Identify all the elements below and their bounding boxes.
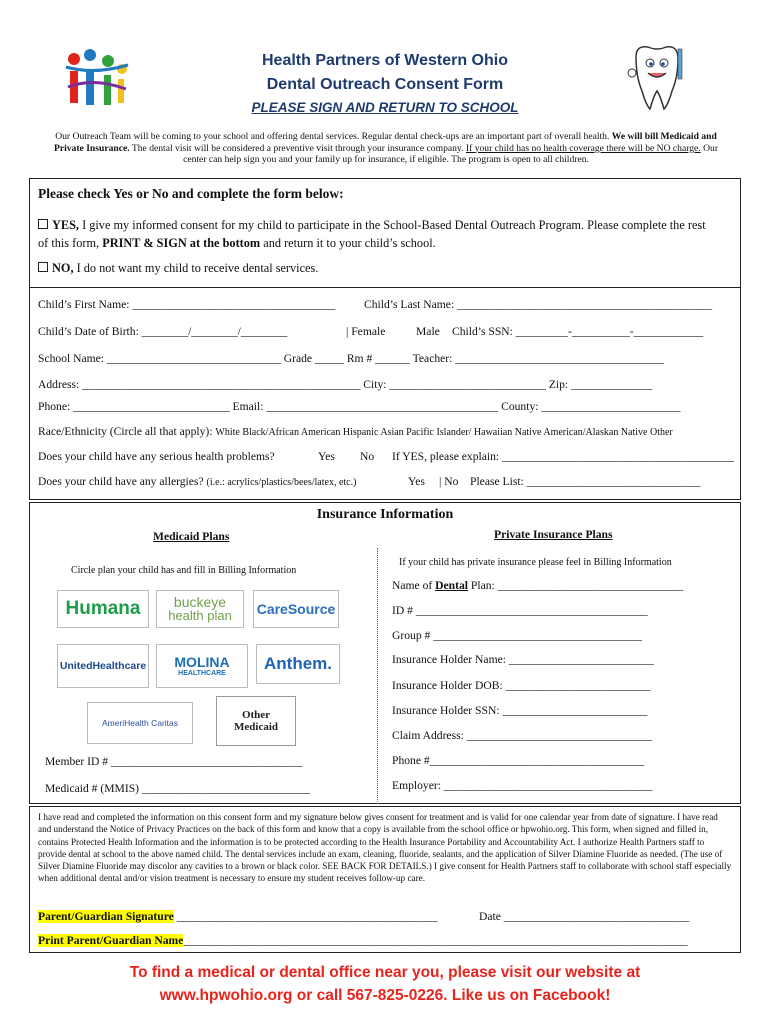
divider — [29, 287, 741, 288]
buckeye-text: buckeye — [173, 593, 227, 610]
molina-text: MOLINA — [174, 653, 230, 670]
signature-row[interactable] — [38, 910, 438, 923]
allergy-no-label: No — [444, 475, 459, 488]
first-name-field[interactable]: Child’s First Name: ___________________________________ — [38, 298, 336, 311]
allergy-label: Does your child have any allergies? — [38, 475, 204, 488]
unitedhealthcare-logo[interactable]: UnitedHealthcare — [57, 644, 149, 688]
anthem-logo[interactable]: Anthem. — [256, 644, 340, 684]
yes-label: YES, — [52, 218, 79, 232]
health-explain[interactable]: If YES, please explain: ________________________________________ — [392, 450, 734, 463]
health-question: Does your child have any serious health problems? — [38, 450, 275, 463]
employer-field[interactable]: Employer: ____________________________________ — [392, 779, 653, 792]
consent-heading: Please check Yes or No and complete the form below: — [38, 186, 344, 201]
medicaid-label: Medicaid — [234, 721, 278, 733]
buckeye-health-plan-text: health plan — [168, 607, 232, 623]
org-title: Health Partners of Western Ohio — [262, 52, 508, 69]
insurance-divider — [377, 548, 378, 804]
allergy-no[interactable]: | No — [439, 475, 459, 488]
molina-logo[interactable] — [156, 644, 248, 688]
medicaid-title: Medicaid Plans — [153, 530, 230, 543]
dob-field[interactable]: Child’s Date of Birth: ________/________/________ — [38, 325, 288, 338]
dental-plan-field[interactable] — [392, 579, 683, 592]
private-title: Private Insurance Plans — [494, 528, 613, 541]
member-id-field[interactable]: Member ID # _________________________________ — [45, 755, 303, 768]
female-option[interactable]: | Female — [346, 325, 386, 338]
dental-plan-post: Plan: ________________________________ — [470, 579, 684, 592]
race-options[interactable]: White Black/African American Hispanic Asian Pacific Islander/ Hawaiian Native American/Alaskan Native Other — [215, 427, 673, 438]
insurance-title: Insurance Information — [316, 507, 454, 522]
claim-address-field[interactable]: Claim Address: ________________________________ — [392, 729, 653, 742]
yes-bold: PRINT & SIGN at the bottom — [102, 236, 261, 250]
group-field[interactable]: Group # ____________________________________ — [392, 629, 642, 642]
yes-tail: and return it to your child’s school. — [263, 236, 436, 250]
race-label: Race/Ethnicity (Circle all that apply): — [38, 425, 213, 438]
yes-checkbox[interactable] — [38, 219, 48, 229]
allergy-example: (i.e.: acrylics/plastics/bees/latex, etc.) — [206, 477, 357, 488]
form-title: Dental Outreach Consent Form — [266, 76, 504, 93]
other-medicaid-box[interactable] — [216, 696, 296, 746]
intro-text-3: Our center can help sign you and your family up for insurance, if eligible. The program is open to all children. — [183, 142, 719, 165]
footer-line-1: To find a medical or dental office near you, please visit our website at — [129, 964, 641, 981]
dental-plan-word: Dental — [435, 579, 469, 592]
insurance-phone-field[interactable]: Phone #_____________________________________ — [392, 754, 645, 767]
male-option[interactable]: Male — [416, 325, 440, 338]
allergy-list[interactable]: Please List: ______________________________ — [470, 475, 701, 488]
last-name-field[interactable]: Child’s Last Name: ____________________________________________ — [364, 298, 713, 311]
legal-paragraph: I have read and completed the information on this consent form and my signature below gives consent for treatment and is valid for one calendar year from date of signature. I have read and understand the Notice of Privacy Practices on the back of this form and know that a copy is available from the school office or hpwohio.org. This form, when signed and filled in, contains Protected Health Information and the information is to be protected according to the Health Insurance Portability and Accountability Act. I authorize Health Partners staff to provide dental at school to the above named child. The dental services include an exam, cleaning, fluoride, sealants, and the application of Silver Diamine Fluoride as needed. (The use of Silver Diamine Fluoride may discolor any cavities to a brown or black color. SEE BACK FOR DETAILS.) I give consent for Health Partners staff to collaborate with school staff especially when additional dental and/or vision treatment is necessary to ensure my student receives follow-up care. — [38, 812, 732, 884]
allergy-question — [38, 475, 356, 488]
holder-dob-field[interactable]: Insurance Holder DOB: _________________________ — [392, 679, 651, 692]
female-label: Female — [351, 325, 386, 338]
ssn-field[interactable]: Child’s SSN: _________-__________-____________ — [452, 325, 704, 338]
humana-logo[interactable]: Humana — [57, 590, 149, 628]
other-label: Other — [241, 709, 271, 721]
medicaid-number-field[interactable]: Medicaid # (MMIS) _____________________________ — [45, 782, 311, 795]
race-row — [38, 425, 673, 438]
private-insurance-text: If your child has private insurance please feel in Billing Information — [399, 557, 672, 568]
no-consent-option[interactable] — [38, 261, 318, 276]
signature-label: Parent/Guardian Signature — [38, 910, 174, 923]
caresource-logo[interactable]: CareSource — [253, 590, 339, 628]
form-subtitle: PLEASE SIGN AND RETURN TO SCHOOL — [251, 100, 519, 115]
print-name-label: Print Parent/Guardian Name — [38, 934, 184, 947]
holder-name-field[interactable]: Insurance Holder Name: _________________________ — [392, 653, 654, 666]
allergy-yes[interactable]: Yes — [408, 475, 425, 488]
address-row[interactable]: Address: ________________________________________________ City: ___________________________ Zip: ______________ — [38, 378, 653, 391]
intro-underline: If your child has no health coverage there will be NO charge. — [465, 142, 701, 154]
id-field[interactable]: ID # ________________________________________ — [392, 604, 648, 617]
yes-text: I give my informed consent for my child to participate in the School-Based Dental Outreach Program. Please complete the rest of this form, — [38, 218, 706, 250]
dental-plan-pre: Name of — [392, 579, 433, 592]
intro-text-2: The dental visit will be considered a preventive visit through your insurance company. — [131, 142, 464, 154]
health-yes[interactable]: Yes — [318, 450, 335, 463]
print-name-line[interactable]: _______________________________________________________________________________________ — [183, 934, 688, 947]
no-text: I do not want my child to receive dental services. — [76, 261, 319, 275]
signature-line[interactable]: _____________________________________________ — [176, 910, 438, 923]
no-checkbox[interactable] — [38, 262, 48, 272]
date-field[interactable]: Date ________________________________ — [479, 910, 690, 923]
amerihealth-caritas-logo[interactable]: AmeriHealth Caritas — [87, 702, 193, 744]
footer-line-2[interactable]: www.hpwohio.org or call 567-825-0226. Like us on Facebook! — [159, 987, 611, 1004]
intro-bold: We will bill Medicaid and Private Insurance. — [53, 131, 717, 154]
phone-row[interactable]: Phone: ___________________________ Email: ________________________________________ County: ________________________ — [38, 400, 681, 413]
intro-paragraph — [42, 131, 730, 166]
circle-plan-text: Circle plan your child has and fill in Billing Information — [71, 565, 297, 576]
buckeye-logo[interactable] — [156, 590, 244, 628]
print-name-row[interactable] — [38, 934, 688, 947]
holder-ssn-field[interactable]: Insurance Holder SSN: _________________________ — [392, 704, 648, 717]
molina-healthcare-text: HEALTHCARE — [178, 669, 226, 677]
health-no[interactable]: No — [360, 450, 375, 463]
school-row[interactable]: School Name: ______________________________ Grade _____ Rm # ______ Teacher: ____________________________________ — [38, 352, 664, 365]
no-label: NO, — [52, 261, 74, 275]
yes-consent-option[interactable] — [38, 216, 718, 252]
intro-text-1: Our Outreach Team will be coming to your school and offering dental services. Regular dental check-ups are an important part of overall health. — [55, 131, 610, 142]
